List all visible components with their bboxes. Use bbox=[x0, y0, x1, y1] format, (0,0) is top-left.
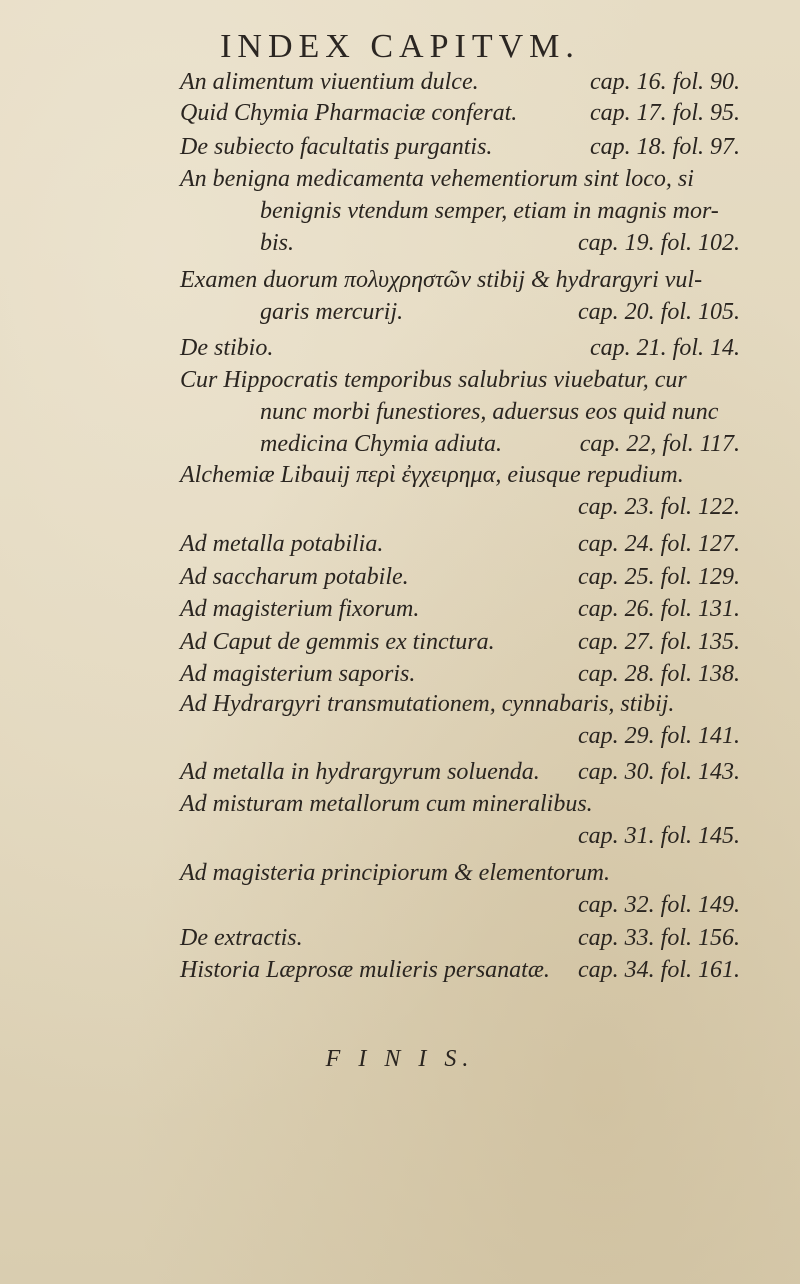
entry-reference: cap. 34. fol. 161. bbox=[578, 957, 740, 983]
entry-title-line: medicina Chymia adiuta. bbox=[260, 431, 502, 457]
entry-title-line: Cur Hippocratis temporibus salubrius viuebatur, cur bbox=[180, 367, 687, 393]
index-entry bbox=[180, 163, 770, 259]
entry-reference: cap. 19. fol. 102. bbox=[578, 230, 740, 256]
index-entry bbox=[180, 66, 770, 98]
index-entry bbox=[180, 922, 770, 954]
finis-mark: F I N I S. bbox=[325, 1046, 475, 1072]
entry-reference: cap. 27. fol. 135. bbox=[578, 629, 740, 655]
entry-reference: cap. 23. fol. 122. bbox=[578, 494, 740, 520]
entry-title-line: Ad magisteria principiorum & elementorum. bbox=[180, 860, 610, 886]
entry-title-line: Ad metalla potabilia. bbox=[180, 531, 384, 557]
entry-title-line: Ad misturam metallorum cum mineralibus. bbox=[180, 791, 593, 817]
entry-title-line: Ad saccharum potabile. bbox=[180, 564, 409, 590]
index-entry bbox=[180, 788, 770, 852]
entry-title-line: Ad magisterium saporis. bbox=[180, 661, 416, 687]
index-entry bbox=[180, 658, 770, 690]
index-entry bbox=[180, 332, 770, 364]
index-entry bbox=[180, 756, 770, 788]
index-entry bbox=[180, 688, 770, 752]
entry-title-line: Historia Læprosæ mulieris persanatæ. bbox=[180, 957, 550, 983]
index-entry bbox=[180, 561, 770, 593]
entry-title-line: garis mercurij. bbox=[260, 299, 404, 325]
entry-title-line: Quid Chymia Pharmaciæ conferat. bbox=[180, 100, 518, 126]
entry-title-line: benignis vtendum semper, etiam in magnis mor- bbox=[260, 198, 719, 224]
entry-title-line: De extractis. bbox=[180, 925, 303, 951]
entry-reference: cap. 20. fol. 105. bbox=[578, 299, 740, 325]
entry-title-line: De subiecto facultatis purgantis. bbox=[180, 134, 493, 160]
entry-reference: cap. 16. fol. 90. bbox=[590, 69, 740, 95]
entry-title-line: nunc morbi funestiores, aduersus eos quid nunc bbox=[260, 399, 719, 425]
page-title: INDEX CAPITVM. bbox=[220, 28, 580, 65]
index-entry bbox=[180, 364, 770, 460]
entry-title-line: Examen duorum πολυχρηστῶν stibij & hydrargyri vul- bbox=[180, 267, 703, 293]
entry-reference: cap. 21. fol. 14. bbox=[590, 335, 740, 361]
entry-reference: cap. 17. fol. 95. bbox=[590, 100, 740, 126]
entry-reference: cap. 30. fol. 143. bbox=[578, 759, 740, 785]
entry-title-line: De stibio. bbox=[180, 335, 274, 361]
index-entry bbox=[180, 593, 770, 625]
entry-title-line: Ad Caput de gemmis ex tinctura. bbox=[180, 629, 495, 655]
entry-reference: cap. 29. fol. 141. bbox=[578, 723, 740, 749]
index-entry bbox=[180, 857, 770, 921]
entry-reference: cap. 31. fol. 145. bbox=[578, 823, 740, 849]
index-entry bbox=[180, 131, 770, 163]
entry-title-line: Ad magisterium fixorum. bbox=[180, 596, 420, 622]
entry-reference: cap. 33. fol. 156. bbox=[578, 925, 740, 951]
entry-title-line: Alchemiæ Libauij περὶ ἐγχειρημα, eiusque repudium. bbox=[180, 462, 684, 488]
entry-reference: cap. 25. fol. 129. bbox=[578, 564, 740, 590]
entry-title-line: An alimentum viuentium dulce. bbox=[180, 69, 479, 95]
index-entry bbox=[180, 264, 770, 328]
entry-title-line: Ad metalla in hydrargyrum soluenda. bbox=[180, 759, 540, 785]
entry-reference: cap. 24. fol. 127. bbox=[578, 531, 740, 557]
entry-reference: cap. 32. fol. 149. bbox=[578, 892, 740, 918]
entry-title-line: Ad Hydrargyri transmutationem, cynnabaris, stibij. bbox=[180, 691, 675, 717]
index-entry bbox=[180, 626, 770, 658]
index-entry bbox=[180, 459, 770, 523]
entry-reference: cap. 22, fol. 117. bbox=[579, 431, 740, 457]
entry-title-line: An benigna medicamenta vehementiorum sint loco, si bbox=[180, 166, 694, 192]
index-entry bbox=[180, 97, 770, 129]
entry-reference: cap. 18. fol. 97. bbox=[590, 134, 740, 160]
entry-title-line: bis. bbox=[260, 230, 295, 256]
index-entry bbox=[180, 528, 770, 560]
entry-reference: cap. 28. fol. 138. bbox=[578, 661, 740, 687]
entry-reference: cap. 26. fol. 131. bbox=[578, 596, 740, 622]
index-entry bbox=[180, 954, 770, 986]
